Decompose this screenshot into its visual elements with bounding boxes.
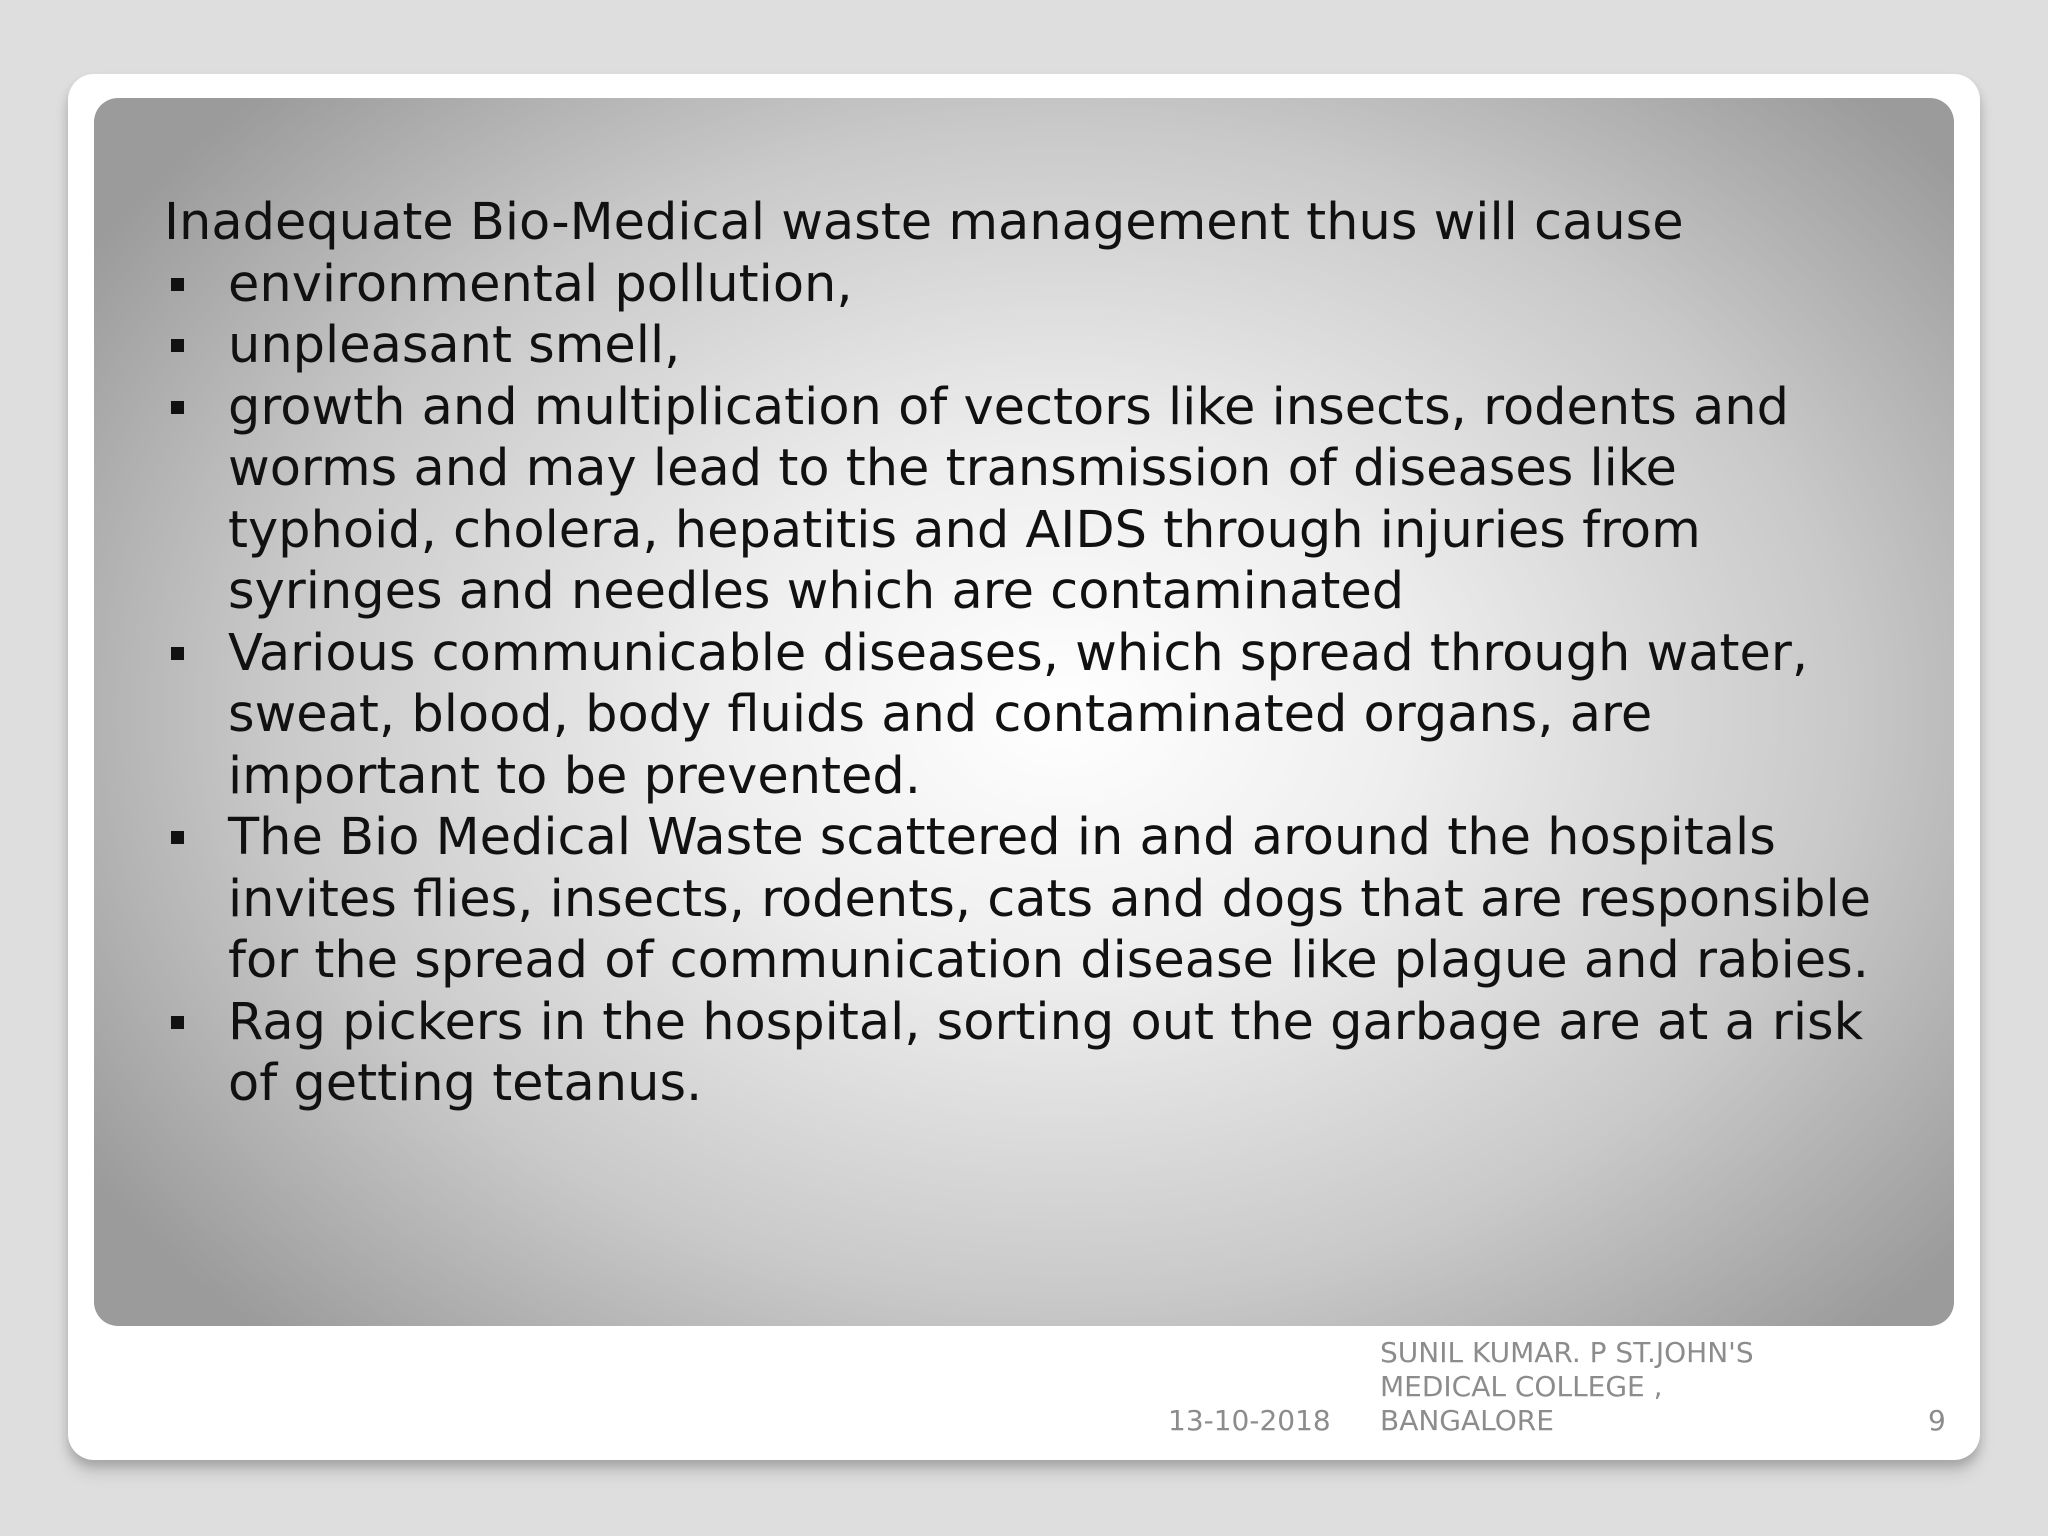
square-bullet-icon <box>171 1016 184 1029</box>
content-panel <box>94 98 1954 1326</box>
footer-author-line: SUNIL KUMAR. P ST.JOHN'S <box>1380 1336 1754 1369</box>
bullet-line: important to be prevented. <box>228 746 921 806</box>
square-bullet-icon <box>171 339 184 352</box>
slide <box>68 74 1980 1460</box>
page-number: 9 <box>1928 1404 1946 1437</box>
bullet-line: of getting tetanus. <box>228 1054 703 1113</box>
bullet-line: syringes and needles which are contaminated <box>228 562 1405 621</box>
intro-text: Inadequate Bio-Medical waste management thus will cause <box>164 193 1684 252</box>
square-bullet-icon <box>171 831 184 844</box>
bullet-line: Rag pickers in the hospital, sorting out the garbage are at a risk <box>228 992 1864 1052</box>
footer-author-line: BANGALORE <box>1380 1404 1554 1437</box>
footer-author <box>1380 1336 1820 1438</box>
bullet-line: typhoid, cholera, hepatitis and AIDS through injuries from <box>228 500 1701 560</box>
footer-date: 13-10-2018 <box>1168 1404 1331 1437</box>
bullet-item <box>164 992 1924 1115</box>
square-bullet-icon <box>171 647 184 660</box>
bullet-line: The Bio Medical Waste scattered in and around the hospitals <box>228 808 1776 867</box>
slide-body <box>164 192 1924 1115</box>
bullet-line: environmental pollution, <box>228 254 853 314</box>
bullet-line: worms and may lead to the transmission of diseases like <box>228 439 1677 498</box>
bullet-item <box>164 315 1924 377</box>
bullet-item <box>164 807 1924 992</box>
bullet-line: unpleasant smell, <box>228 316 681 375</box>
bullet-item <box>164 254 1924 316</box>
bullet-line: growth and multiplication of vectors like insects, rodents and <box>228 377 1789 437</box>
bullet-item <box>164 623 1924 808</box>
square-bullet-icon <box>171 401 184 414</box>
bullet-item <box>164 377 1924 623</box>
bullet-line: invites flies, insects, rodents, cats and dogs that are responsible <box>228 869 1872 929</box>
bullet-list <box>164 254 1924 1115</box>
bullet-line: for the spread of communication disease like plague and rabies. <box>228 931 1869 990</box>
footer-author-line: MEDICAL COLLEGE , <box>1380 1370 1663 1403</box>
square-bullet-icon <box>171 278 184 291</box>
bullet-line: sweat, blood, body fluids and contaminated organs, are <box>228 685 1653 744</box>
bullet-line: Various communicable diseases, which spread through water, <box>228 623 1809 683</box>
